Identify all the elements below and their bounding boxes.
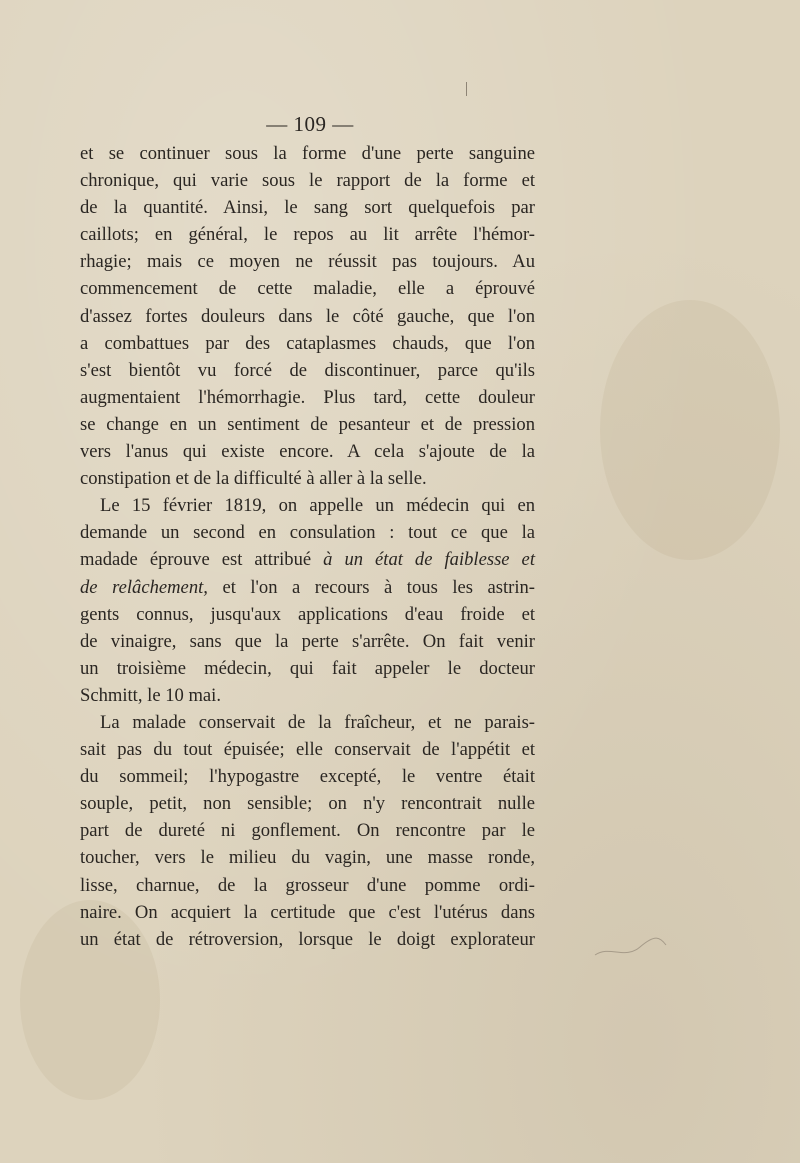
page-number: — 109 — [266,112,354,136]
paragraph-2 [80,492,535,709]
text-line: et se continuer sous la forme d'une perte sanguine [80,143,535,164]
text-segment: et l'on a recours à tous les astrin- [207,576,536,598]
text-line: chronique, qui varie sous le rapport de la forme et [80,170,535,192]
text-line-with-italic [80,546,535,573]
text-line: s'est bientôt vu forcé de discontinuer, parce qu'ils [80,359,535,381]
italic-phrase: à un état de faiblesse et [323,549,535,571]
pencil-scribble [590,925,670,965]
ink-mark [466,82,467,96]
text-segment: madade éprouve est attribué [80,549,324,571]
text-line: toucher, vers le milieu du vagin, une masse ronde, [80,847,535,869]
text-line: a combattues par des cataplasmes chauds, que l'on [80,332,535,354]
text-line: rhagie; mais ce moyen ne réussit pas toujours. Au [80,251,535,273]
text-line: un troisième médecin, qui fait appeler le docteur [80,657,535,679]
text-line: souple, petit, non sensible; on n'y rencontrait nulle [80,793,535,815]
italic-phrase: de relâchement, [80,576,208,598]
paragraph-3 [80,709,535,953]
text-line: Schmitt, le 10 mai. [80,684,221,706]
text-line: vers l'anus qui existe encore. A cela s'ajoute de la [80,441,535,463]
text-line: commencement de cette maladie, elle a éprouvé [80,278,535,300]
text-line: lisse, charnue, de la grosseur d'une pomme ordi- [80,874,535,896]
text-line: La malade conservait de la fraîcheur, et ne parais- [100,711,535,733]
text-line: augmentaient l'hémorrhagie. Plus tard, cette douleur [80,386,535,408]
text-line: d'assez fortes douleurs dans le côté gauche, que l'on [80,305,535,327]
paragraph-1 [80,140,535,492]
paper-stain [600,300,780,560]
text-line: caillots; en général, le repos au lit arrête l'hémor- [80,224,535,246]
text-line: constipation et de la difficulté à aller à la selle. [80,468,427,490]
text-line: naire. On acquiert la certitude que c'est l'utérus dans [80,901,535,923]
text-line: demande un second en consulation : tout ce que la [80,522,535,544]
text-line: de vinaigre, sans que la perte s'arrête. On fait venir [80,630,535,652]
text-line: part de dureté ni gonflement. On rencontre par le [80,820,535,842]
text-line: gents connus, jusqu'aux applications d'eau froide et [80,603,535,625]
text-line: Le 15 février 1819, on appelle un médecin qui en [100,495,535,517]
text-line: du sommeil; l'hypogastre excepté, le ventre était [80,766,535,788]
body-text [80,140,535,953]
text-line: se change en un sentiment de pesanteur et de pression [80,413,535,435]
text-line: un état de rétroversion, lorsque le doigt explorateur [80,928,535,950]
text-line-with-italic [80,574,535,601]
text-line: de la quantité. Ainsi, le sang sort quelquefois par [80,197,535,219]
text-line: sait pas du tout épuisée; elle conservait de l'appétit et [80,739,535,761]
